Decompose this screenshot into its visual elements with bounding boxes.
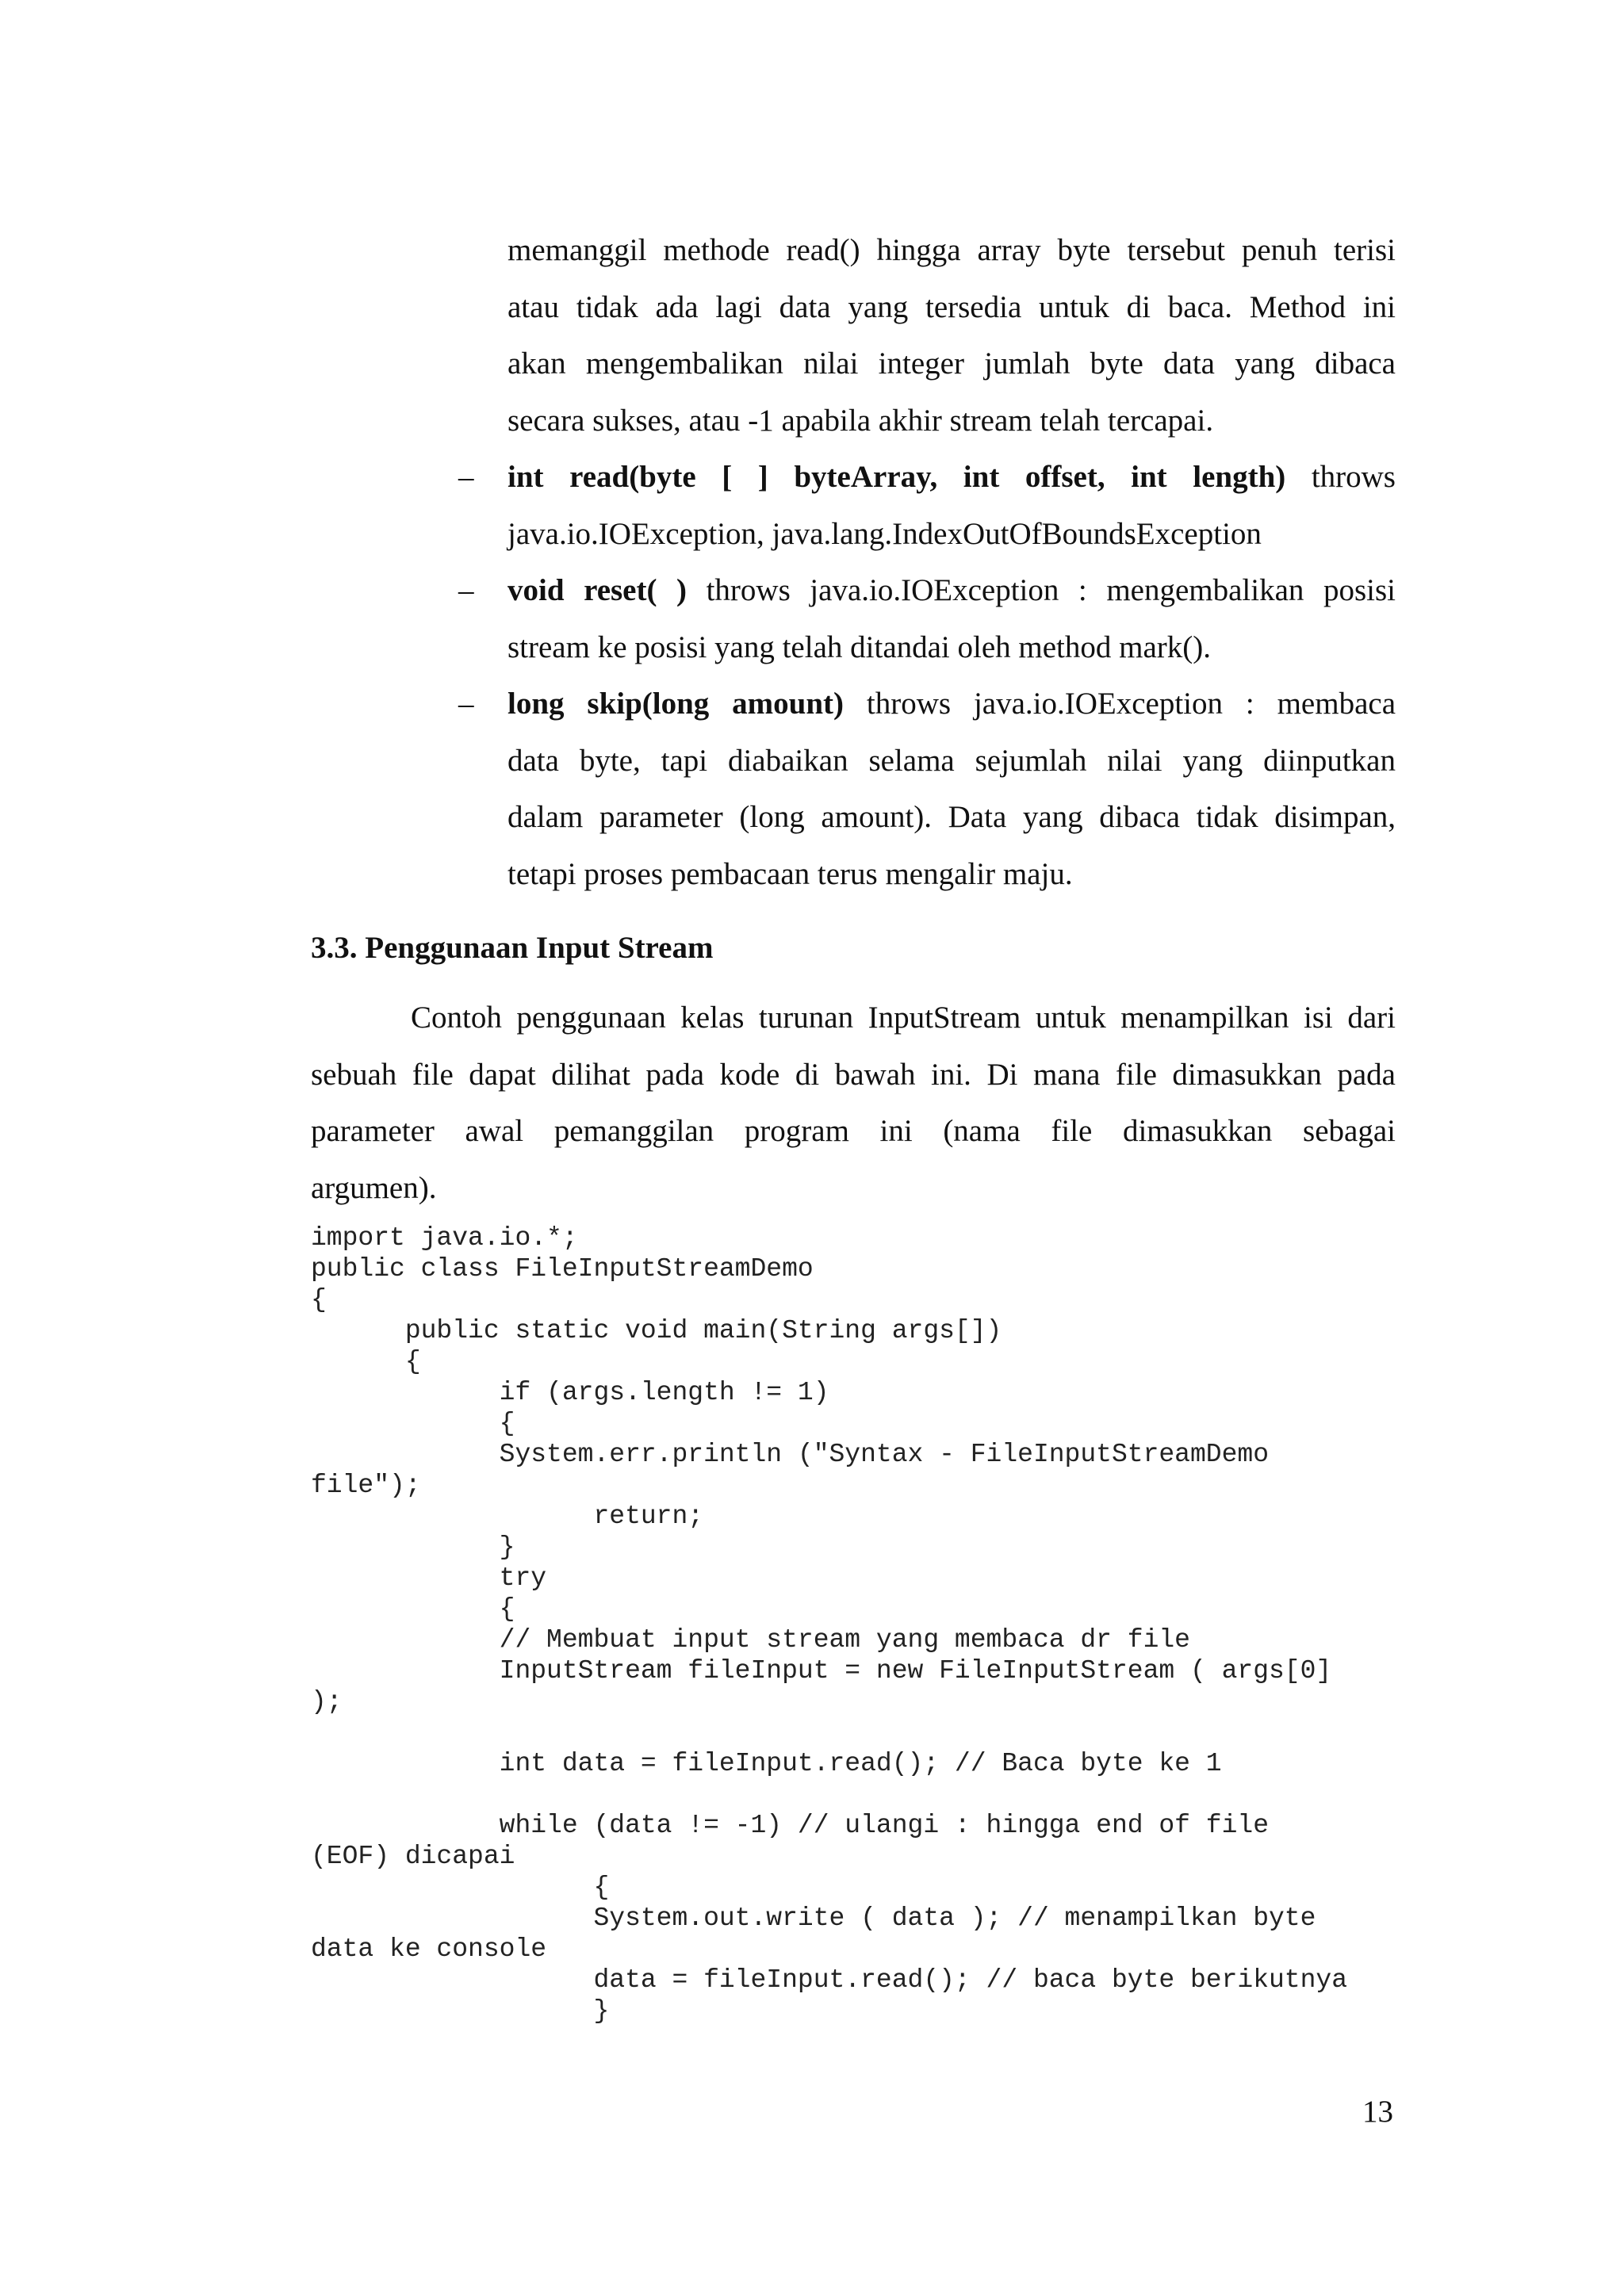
code-line: while (data != -1) // ulangi : hingga end of file [311,1811,1269,1840]
code-line: data = fileInput.read(); // baca byte berikutnya [311,1965,1348,1995]
bullet-line: java.io.IOException, java.lang.IndexOutOfBoundsException [508,516,1262,551]
intro-line: memanggil methode read() hingga array byte tersebut penuh terisi [508,233,1396,267]
code-line: System.err.println ("Syntax - FileInputStreamDemo [311,1440,1269,1469]
method-signature: int read(byte [ ] byteArray, int offset, int length) [508,460,1286,494]
intro-paragraph [508,222,1396,449]
bullet-first-line [508,675,1396,733]
bullet-first-line [508,449,1396,506]
method-signature: long skip(long amount) [508,687,845,721]
body-line: sebuah file dapat dilihat pada kode di bawah ini. Di mana file dimasukkan pada [311,1057,1396,1092]
dash-marker: – [458,573,474,607]
code-line: { [311,1873,610,1902]
section-heading: 3.3. Penggunaan Input Stream [311,931,714,965]
bullet-first-line [508,562,1396,619]
body-paragraph [311,989,1396,1216]
code-line: (EOF) dicapai [311,1842,515,1871]
code-line: data ke console [311,1934,547,1964]
intro-line: secara sukses, atau -1 apabila akhir stream telah tercapai. [508,403,1214,438]
dash-marker: – [458,460,474,494]
bullet-reset [458,562,1396,675]
code-line: } [311,1996,610,2026]
bullet-line: tetapi proses pembacaan terus mengalir maju. [508,856,1073,891]
code-line: return; [311,1502,704,1531]
code-line: { [311,1409,515,1438]
method-bullet-list [458,449,1396,902]
code-line: { [311,1594,515,1624]
code-line [311,1779,1437,1810]
page-number: 13 [1362,2095,1393,2129]
body-line: Contoh penggunaan kelas turunan InputStream untuk menampilkan isi dari [411,1001,1396,1035]
bullet-line: stream ke posisi yang telah ditandai oleh method mark(). [508,629,1212,664]
code-line: int data = fileInput.read(); // Baca byte ke 1 [311,1749,1222,1778]
code-line: System.out.write ( data ); // menampilkan byte [311,1904,1316,1933]
code-line: } [311,1533,515,1562]
code-line: try [311,1563,547,1593]
bullet-read-offset [458,449,1396,562]
dash-marker: – [458,687,474,721]
code-line: import java.io.*; [311,1223,578,1253]
code-line: { [311,1285,327,1314]
code-line: public class FileInputStreamDemo [311,1254,814,1284]
bullet-text: throws [1285,460,1396,494]
body-line: parameter awal pemanggilan program ini (nama file dimasukkan sebagai [311,1114,1396,1148]
code-block [311,1223,1437,2026]
body-line: argumen). [311,1170,437,1205]
code-line: ); [311,1687,343,1716]
code-line: { [311,1347,421,1376]
bullet-line: dalam parameter (long amount). Data yang dibaca tidak disimpan, [508,800,1396,834]
code-line: public static void main(String args[]) [311,1316,1002,1345]
intro-line: akan mengembalikan nilai integer jumlah byte data yang dibaca [508,346,1396,381]
method-signature: void reset( ) [508,573,688,607]
code-line [311,1717,1437,1748]
bullet-text: throws java.io.IOException : mengembalikan posisi [687,573,1396,607]
intro-line: atau tidak ada lagi data yang tersedia untuk di baca. Method ini [508,289,1396,324]
code-line: if (args.length != 1) [311,1378,829,1407]
code-line: InputStream fileInput = new FileInputStream ( args[0] [311,1656,1332,1686]
bullet-text: throws java.io.IOException : membaca [844,687,1396,721]
code-line: file"); [311,1471,421,1500]
bullet-line: data byte, tapi diabaikan selama sejumlah nilai yang diinputkan [508,743,1396,778]
bullet-skip [458,675,1396,902]
code-line: // Membuat input stream yang membaca dr file [311,1625,1190,1655]
